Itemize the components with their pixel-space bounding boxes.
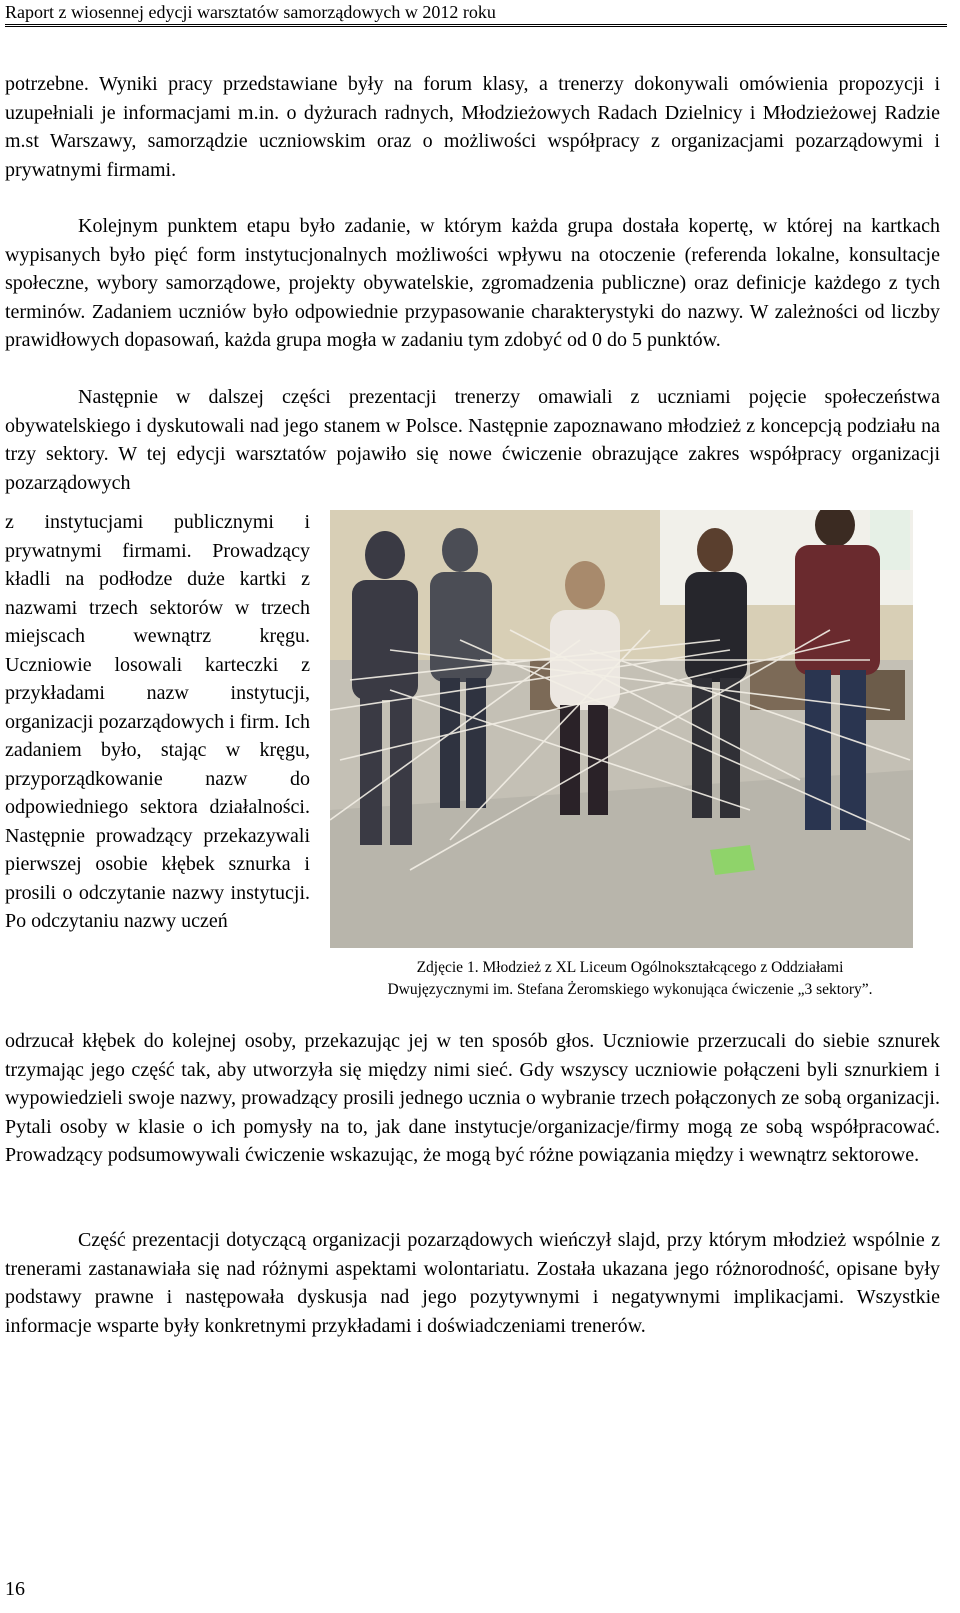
paragraph-string-web: odrzucał kłębek do kolejnej osoby, przekazując jej w ten sposób głos. Uczniowie przerzucali do siebie sznurek trzymając jego część tak, aby utworzyła się między nimi sieć. Gdy wszyscy uczniowie połączeni byli sznurkiem i wypowiedzieli swoje nazwy, prowadzący prosili jednego ucznia o wybranie trzech połączonych ze sobą organizacji. Pytali osoby w klasie o ich pomysły na to, jak dane instytucje/organizacje/firmy mogą ze sobą współpracować. Prowadzący podsumowywali ćwiczenie wskazując, że mogą być różne powiązania między i wewnątrz sektorowe. — [5, 1030, 940, 1166]
caption-line-1: Zdjęcie 1. Młodzież z XL Liceum Ogólnokształcącego z Oddziałami — [416, 959, 844, 976]
photo-illustration — [330, 510, 913, 948]
photo-caption — [330, 957, 930, 1001]
paragraph-wrap-beside-photo: z instytucjami publicznymi i prywatnymi firmami. Prowadzący kładli na podłodze duże kartki z nazwami trzech sektorów w trzech miejscach wewnątrz kręgu. Uczniowie losowali karteczki z przykładami nazw instytucji, organizacji pozarządowych i firm. Ich zadaniem było, stając w kręgu, przyporządkowanie nazw do odpowiedniego sektora działalności. Następnie prowadzący przekazywali pierwszej osobie kłębek sznurka i prosili o odczytanie nazwy instytucji. Po odczytaniu nazwy uczeń — [5, 511, 310, 932]
paragraph-civil-society: Następnie w dalszej części prezentacji trenerzy omawiali z uczniami pojęcie społeczeństwa obywatelskiego i dyskutowali nad jego stanem w Polsce. Następnie zapoznawano młodzież z koncepcją podziału na trzy sektory. W tej edycji warsztatów pojawiło się nowe ćwiczenie obrazujące zakres współpracy organizacji pozarządowych — [5, 386, 940, 494]
photo-three-sectors-exercise — [330, 510, 913, 948]
paragraph-envelope-task: Kolejnym punktem etapu było zadanie, w którym każda grupa dostała kopertę, w której na kartkach wypisanych było pięć form instytucjonalnych możliwości wpływu na otoczenie (referenda lokalne, konsultacje społeczne, wybory samorządowe, projekty obywatelskie, zgromadzenia publiczne) oraz definicje każdego z tych terminów. Zadaniem uczniów było odpowiednie przypasowanie charakterystyki do nazwy. W zależności od liczby prawidłowych dopasowań, każda grupa mogła w zadaniu tym zdobyć od 0 do 5 punktów. — [5, 215, 940, 351]
caption-line-2: Dwujęzycznymi im. Stefana Żeromskiego wykonująca ćwiczenie „3 sektory”. — [387, 981, 873, 998]
paragraph-volunteering: Część prezentacji dotyczącą organizacji pozarządowych wieńczył slajd, przy którym młodzież wspólnie z trenerami zastanawiała się nad różnymi aspektami wolontariatu. Została ukazana jego różnorodność, opisane były podstawy prawne i następowała dyskusja nad jego pozytywnymi i negatywnymi implikacjami. Wszystkie informacje wsparte były konkretnymi przykładami i doświadczeniami trenerów. — [5, 1229, 940, 1337]
running-header: Raport z wiosennej edycji warsztatów samorządowych w 2012 roku — [5, 2, 947, 27]
page-number: 16 — [5, 1578, 25, 1600]
paragraph-intro: potrzebne. Wyniki pracy przedstawiane były na forum klasy, a trenerzy dokonywali omówienia propozycji i uzupełniali je informacjami m.in. o dyżurach radnych, Młodzieżowych Radach Dzielnicy i Młodzieżowej Radzie m.st Warszawy, samorządzie uczniowskim oraz o możliwości współpracy z organizacjami pozarządowymi i prywatnymi firmami. — [5, 73, 940, 181]
